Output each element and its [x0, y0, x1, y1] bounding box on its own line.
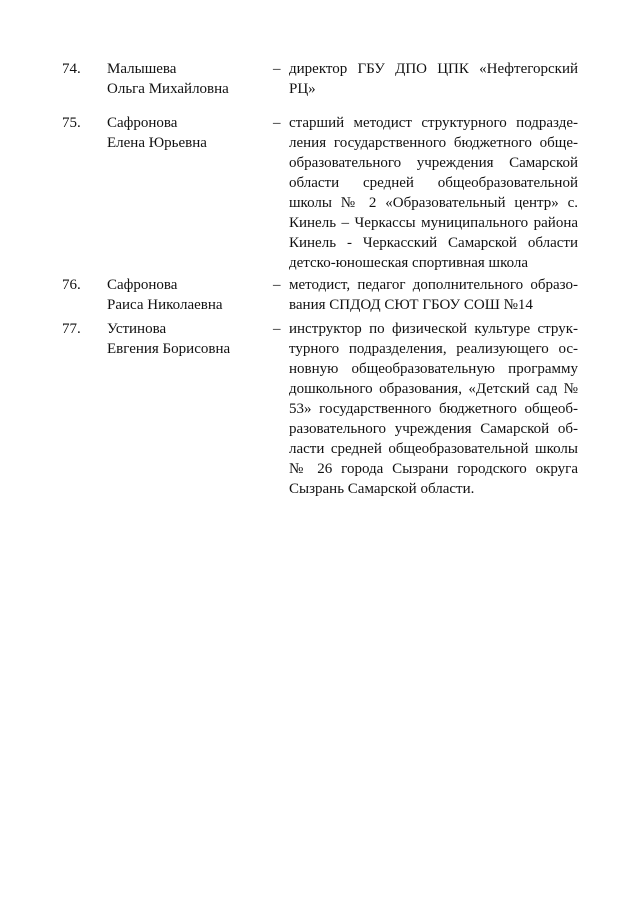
person-given-name: Елена Юрьевна — [107, 135, 207, 151]
description-line: ления государственного бюджетного обще- — [289, 135, 578, 151]
person-name — [107, 113, 267, 153]
person-name — [107, 319, 267, 359]
description-line: разовательного учреждения Самарской об- — [289, 421, 578, 437]
dash-separator: – — [273, 115, 281, 131]
description-line: методист, педагог дополнительного образо- — [289, 277, 578, 293]
entry-number: 75. — [62, 115, 81, 131]
person-name — [107, 275, 267, 315]
position-description — [289, 113, 578, 273]
entry-number: 76. — [62, 277, 81, 293]
description-line: детско-юношеская спортивная школа — [289, 255, 529, 271]
description-line: ласти средней общеобразовательной школы — [289, 441, 578, 457]
description-line: старший методист структурного подразде- — [289, 115, 578, 131]
person-given-name: Ольга Михайловна — [107, 81, 229, 97]
person-given-name: Раиса Николаевна — [107, 297, 223, 313]
person-surname: Сафронова — [107, 115, 178, 131]
description-line: № 26 города Сызрани городского округа — [289, 461, 578, 477]
position-description — [289, 275, 578, 315]
description-line: дошкольного образования, «Детский сад № — [289, 381, 578, 397]
description-line: турного подразделения, реализующего ос- — [289, 341, 578, 357]
description-line: образовательного учреждения Самарской — [289, 155, 578, 171]
dash-separator: – — [273, 277, 281, 293]
person-surname: Малышева — [107, 61, 177, 77]
person-name — [107, 59, 267, 99]
description-line: области средней общеобразовательной — [289, 175, 578, 191]
person-given-name: Евгения Борисовна — [107, 341, 231, 357]
description-line: Кинель – Черкассы муниципального района — [289, 215, 578, 231]
description-line: Сызрань Самарской области. — [289, 481, 475, 497]
description-line: новную общеобразовательную программу — [289, 361, 578, 377]
person-surname: Устинова — [107, 321, 167, 337]
dash-separator: – — [273, 321, 281, 337]
description-line: Кинель - Черкасский Самарской области — [289, 235, 578, 251]
description-line: директор ГБУ ДПО ЦПК «Нефтегорский — [289, 61, 578, 77]
dash-separator: – — [273, 61, 281, 77]
position-description — [289, 319, 578, 499]
entry-number: 74. — [62, 61, 81, 77]
description-line: вания СПДОД СЮТ ГБОУ СОШ №14 — [289, 297, 533, 313]
description-line: РЦ» — [289, 81, 316, 97]
entry-number: 77. — [62, 321, 81, 337]
description-line: 53» государственного бюджетного общеоб- — [289, 401, 578, 417]
description-line: инструктор по физической культуре струк- — [289, 321, 578, 337]
person-surname: Сафронова — [107, 277, 178, 293]
position-description — [289, 59, 578, 99]
description-line: школы № 2 «Образовательный центр» с. — [289, 195, 578, 211]
